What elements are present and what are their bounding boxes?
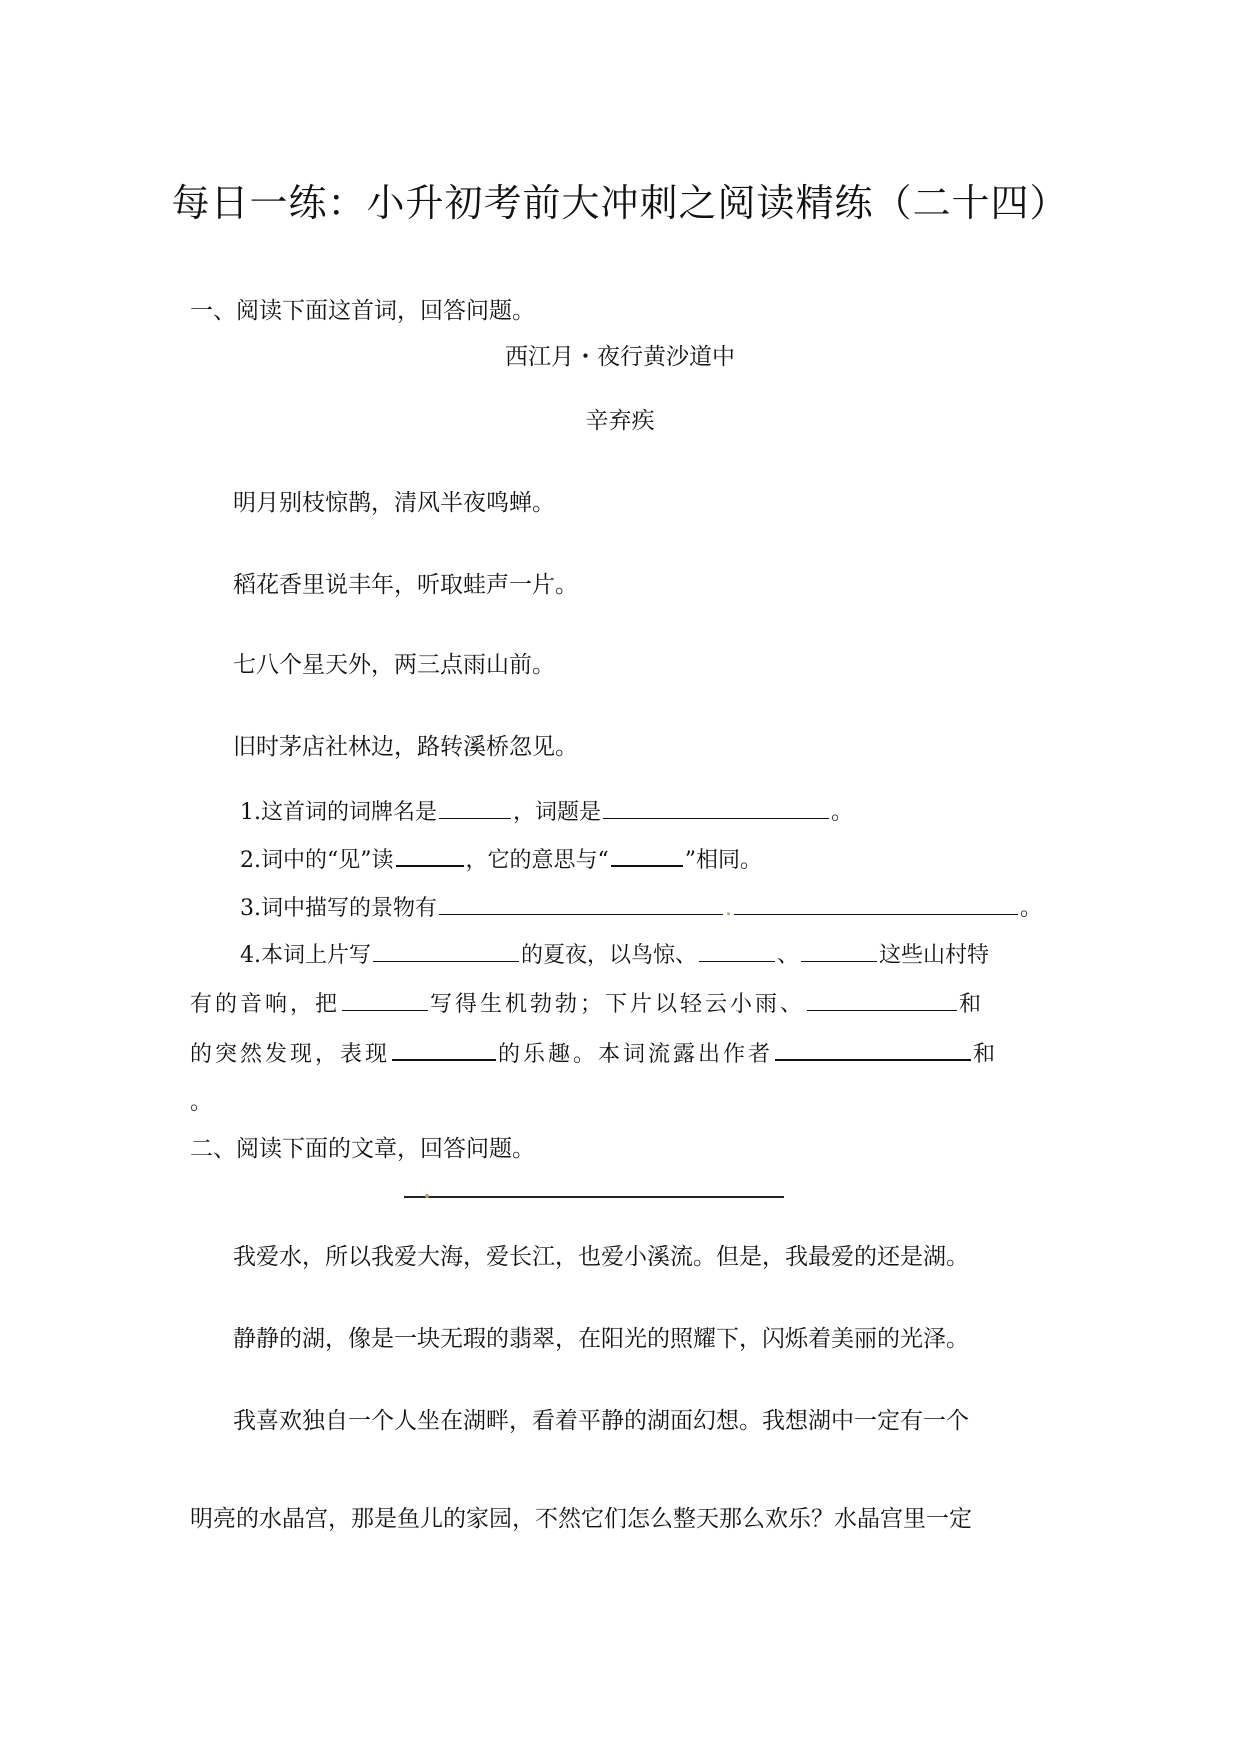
poem-author: 辛弃疾: [585, 408, 655, 434]
title-mark-dot: [425, 1194, 429, 1198]
answer-blank[interactable]: [603, 796, 829, 819]
question-2: [240, 843, 762, 874]
separator-dot: .: [725, 896, 732, 921]
article-paragraph-3-cont: 明亮的水晶宫，那是鱼儿的家园，不然它们怎么整天那么欢乐？水晶宫里一定: [190, 1506, 972, 1532]
question-2-text-b: ，它的意思与“: [465, 848, 609, 873]
question-4-text: 的夏夜，以鸟惊、: [521, 943, 698, 968]
question-4-text: 的突然发现，表现: [190, 1042, 391, 1067]
question-4-line-1: [240, 938, 1060, 969]
question-2-text-c: ”相同。: [684, 848, 762, 873]
poem-title: 西江月・夜行黄沙道中: [505, 344, 735, 370]
section-1-heading: 一、阅读下面这首词，回答问题。: [190, 298, 535, 324]
answer-blank[interactable]: [699, 939, 775, 962]
question-4-text: 写得生机勃勃；下片以轻云小雨、: [430, 992, 806, 1017]
question-4-text: 这些山村特: [879, 943, 990, 968]
answer-blank[interactable]: [439, 892, 723, 915]
question-4-line-2: [190, 987, 984, 1018]
question-1-text-a: 1.这首词的词牌名是: [240, 800, 437, 825]
answer-blank[interactable]: [342, 988, 428, 1011]
question-4-line-3: [190, 1037, 998, 1068]
question-3: [240, 891, 1042, 922]
question-1-text-c: 。: [831, 800, 854, 825]
article-paragraph-1: 我爱水，所以我爱大海，爱长江，也爱小溪流。但是，我最爱的还是湖。: [233, 1244, 969, 1270]
answer-blank[interactable]: [807, 988, 957, 1011]
question-4-text: 和: [973, 1042, 999, 1067]
question-4-text: 4.本词上片写: [240, 943, 371, 968]
question-3-text-c: 。: [1020, 896, 1043, 921]
question-4-text: 有的音响，把: [190, 992, 341, 1017]
poem-line-2: 稻花香里说丰年，听取蛙声一片。: [233, 572, 578, 598]
answer-blank[interactable]: [611, 843, 683, 867]
question-3-text-a: 3.词中描写的景物有: [240, 896, 437, 921]
question-4-text: 和: [959, 992, 985, 1017]
page-title: 每日一练：小升初考前大冲刺之阅读精练（二十四）: [171, 181, 1069, 225]
article-paragraph-2: 静静的湖，像是一块无瑕的翡翠，在阳光的照耀下，闪烁着美丽的光泽。: [233, 1326, 969, 1352]
answer-blank[interactable]: [801, 939, 877, 962]
answer-blank[interactable]: [373, 939, 519, 962]
question-4-text: 、: [777, 943, 800, 968]
article-title-blank[interactable]: [404, 1196, 784, 1198]
section-2-heading: 二、阅读下面的文章，回答问题。: [190, 1136, 535, 1162]
question-2-text-a: 2.词中的“见”读: [240, 848, 394, 873]
answer-blank[interactable]: [439, 796, 511, 819]
question-4-line-4: 。: [190, 1090, 213, 1115]
poem-line-3: 七八个星天外，两三点雨山前。: [233, 652, 555, 678]
poem-line-4: 旧时茅店社林边，路转溪桥忽见。: [233, 734, 578, 760]
poem-line-1: 明月别枝惊鹊，清风半夜鸣蝉。: [233, 490, 555, 516]
question-1: [240, 795, 853, 826]
answer-blank[interactable]: [775, 1037, 971, 1061]
answer-blank[interactable]: [392, 1037, 496, 1061]
question-1-text-b: ，词题是: [513, 800, 602, 825]
article-paragraph-3: 我喜欢独自一个人坐在湖畔，看着平静的湖面幻想。我想湖中一定有一个: [233, 1408, 969, 1434]
answer-blank[interactable]: [396, 843, 464, 867]
answer-blank[interactable]: [734, 892, 1018, 915]
question-4-text: 的乐趣。本词流露出作者: [498, 1042, 774, 1067]
